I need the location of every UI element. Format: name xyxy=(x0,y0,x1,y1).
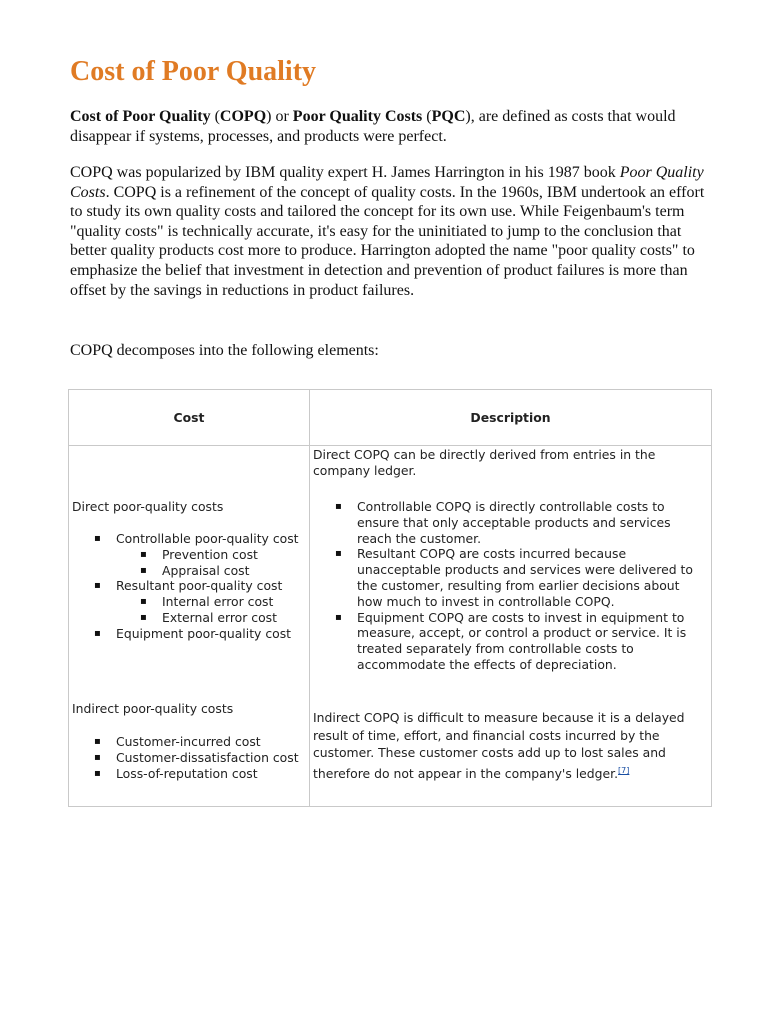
cost-cell xyxy=(69,446,310,807)
list-item: ▪ Customer-dissatisfaction cost xyxy=(69,750,309,766)
term-copq: Cost of Poor Quality xyxy=(70,108,211,125)
intro-definition: , are defined as costs that would disappear if systems, processes, and products were perfect. xyxy=(70,108,676,145)
indirect-description xyxy=(313,709,698,783)
book-title: Poor Quality Costs xyxy=(70,164,704,201)
list-item: ▪ Prevention cost xyxy=(69,547,309,563)
header-cost: Cost xyxy=(69,390,310,446)
indirect-costs-label: Indirect poor-quality costs xyxy=(72,701,234,716)
list-item: ▪ Internal error cost xyxy=(69,594,309,610)
direct-costs-label: Direct poor-quality costs xyxy=(72,499,224,514)
copq-table xyxy=(68,389,712,807)
footnote-link[interactable]: [7] xyxy=(618,765,630,775)
history-text-rest: . COPQ is a refinement of the concept of quality costs. In the 1960s, IBM undertook an effort to study its own quality costs and tailored the concept for its own use. While Feigenbaum's term "quality costs" is technically accurate, it's easy for the uninitiated to jump to the conclusion that better quality products cost more to produce. Harrington adopted the name "poor quality costs" to emphasize the belief that investment in detection and prevention of product failures is more than offset by the savings in reductions in product failures. xyxy=(70,183,705,299)
history-paragraph xyxy=(70,163,710,300)
list-item: ▪ Controllable COPQ is directly controllable costs to ensure that only acceptable products and services reach the customer. xyxy=(310,499,702,546)
list-item: ▪ Appraisal cost xyxy=(69,563,309,579)
list-item: ▪ External error cost xyxy=(69,610,309,626)
direct-description: Direct COPQ can be directly derived from entries in the company ledger. xyxy=(313,447,656,478)
intro-paragraph: Cost of Poor Quality (COPQ) or Poor Quality Costs (PQC), are defined as costs that would disappear if systems, processes, and products were perfect. xyxy=(70,108,676,145)
abbr-pqc: PQC xyxy=(431,108,466,125)
direct-description-list xyxy=(310,499,702,673)
list-item: ▪ Resultant COPQ are costs incurred because unacceptable products and services were delivered to the customer, resulting from earlier decisions about how much to invest in controllable COPQ. xyxy=(310,546,702,609)
list-item: ▪ Controllable poor-quality cost xyxy=(69,531,309,547)
description-cell xyxy=(310,446,712,807)
indirect-costs-list xyxy=(69,734,309,781)
list-item: ▪ Customer-incurred cost xyxy=(69,734,309,750)
intro-connector: or xyxy=(271,108,293,125)
decomposition-intro: COPQ decomposes into the following elements: xyxy=(70,342,379,359)
table-row xyxy=(69,446,712,807)
abbr-copq: COPQ xyxy=(219,108,267,125)
indirect-description-text: Indirect COPQ is difficult to measure because it is a delayed result of time, effort, and financial costs incurred by the customer. These customer costs add up to lost sales and therefore do not appear in the company's ledger. xyxy=(313,710,685,781)
table-header-row xyxy=(69,390,712,446)
list-item: ▪ Resultant poor-quality cost xyxy=(69,578,309,594)
page-title: Cost of Poor Quality xyxy=(70,56,317,87)
header-description: Description xyxy=(310,390,712,446)
list-item: ▪ Loss-of-reputation cost xyxy=(69,766,309,782)
term-pqc: Poor Quality Costs xyxy=(292,108,423,125)
history-text-start: COPQ was popularized by IBM quality expert H. James Harrington in his 1987 book xyxy=(70,164,620,181)
direct-costs-list xyxy=(69,531,309,642)
list-item: ▪ Equipment poor-quality cost xyxy=(69,626,309,642)
list-item: ▪ Equipment COPQ are costs to invest in equipment to measure, accept, or control a product or service. It is treated separately from controllable costs to accommodate the effects of depreciation. xyxy=(310,610,702,673)
